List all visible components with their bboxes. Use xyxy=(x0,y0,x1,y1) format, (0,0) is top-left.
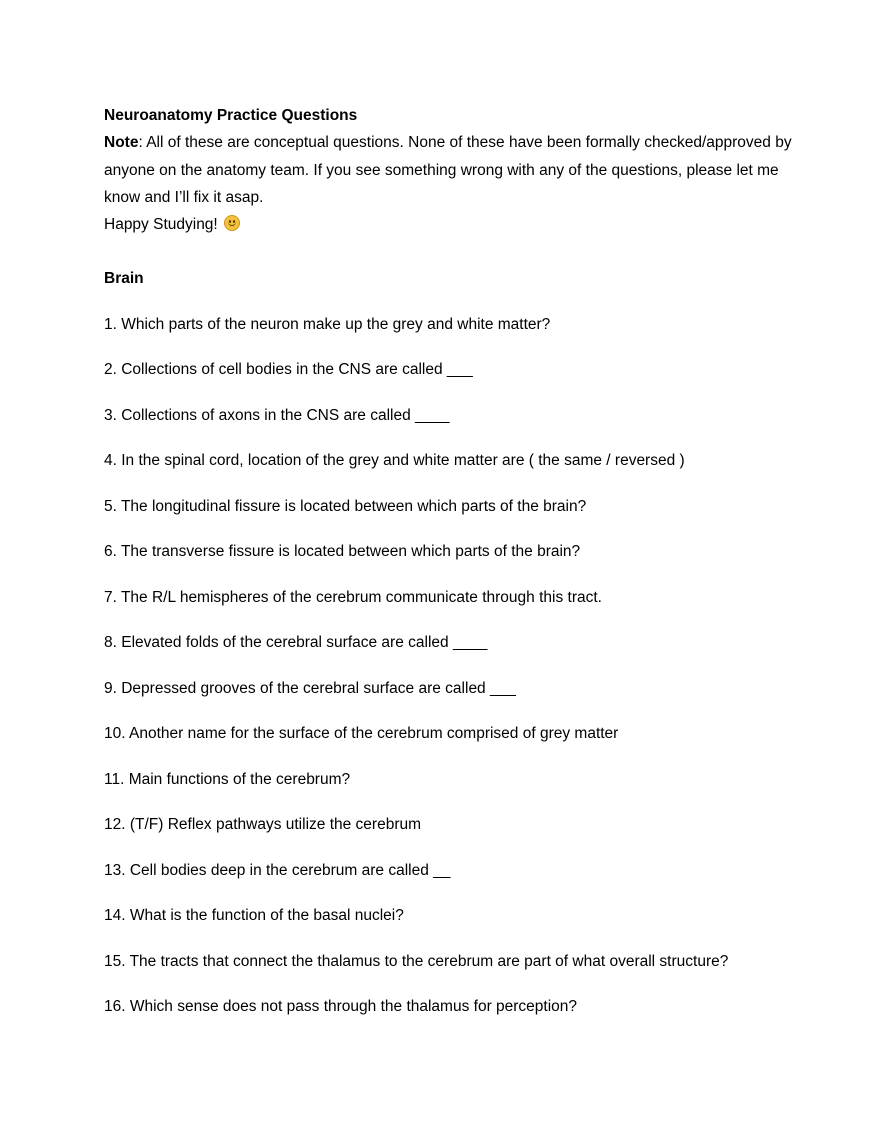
section-heading-brain: Brain xyxy=(104,270,144,288)
question-item: 3. Collections of axons in the CNS are called ____ xyxy=(104,406,450,424)
smiley-face-icon xyxy=(224,215,240,231)
question-item: 11. Main functions of the cerebrum? xyxy=(104,770,351,788)
question-item: 13. Cell bodies deep in the cerebrum are called __ xyxy=(104,861,451,879)
note-text: : All of these are conceptual questions. None of these have been formally checked/approved by anyone on the anatomy team. If you see something wrong with any of the questions, please let me know and I’ll fix it asap. xyxy=(104,134,792,206)
question-item: 14. What is the function of the basal nuclei? xyxy=(104,907,404,925)
question-item: 8. Elevated folds of the cerebral surface are called ____ xyxy=(104,634,488,652)
question-item: 10. Another name for the surface of the cerebrum comprised of grey matter xyxy=(104,725,619,743)
question-item: 4. In the spinal cord, location of the grey and white matter are ( the same / reversed ) xyxy=(104,452,685,470)
happy-studying-text: Happy Studying! xyxy=(104,216,218,234)
question-item: 2. Collections of cell bodies in the CNS are called ___ xyxy=(104,361,473,379)
question-item: 12. (T/F) Reflex pathways utilize the cerebrum xyxy=(104,816,422,834)
question-item: 16. Which sense does not pass through the thalamus for perception? xyxy=(104,998,578,1016)
question-item: 5. The longitudinal fissure is located between which parts of the brain? xyxy=(104,497,587,515)
page-title: Neuroanatomy Practice Questions xyxy=(104,107,358,124)
question-list xyxy=(104,311,804,1039)
happy-studying-line xyxy=(104,211,804,238)
question-item: 15. The tracts that connect the thalamus to the cerebrum are part of what overall structure? xyxy=(104,952,729,970)
question-item: 7. The R/L hemispheres of the cerebrum communicate through this tract. xyxy=(104,588,602,606)
note-label: Note xyxy=(104,134,139,152)
question-item: 1. Which parts of the neuron make up the grey and white matter? xyxy=(104,315,551,333)
question-item: 9. Depressed grooves of the cerebral surface are called ___ xyxy=(104,679,516,697)
document-body xyxy=(104,102,804,1039)
question-item: 6. The transverse fissure is located between which parts of the brain? xyxy=(104,543,581,561)
note-paragraph xyxy=(104,129,804,211)
